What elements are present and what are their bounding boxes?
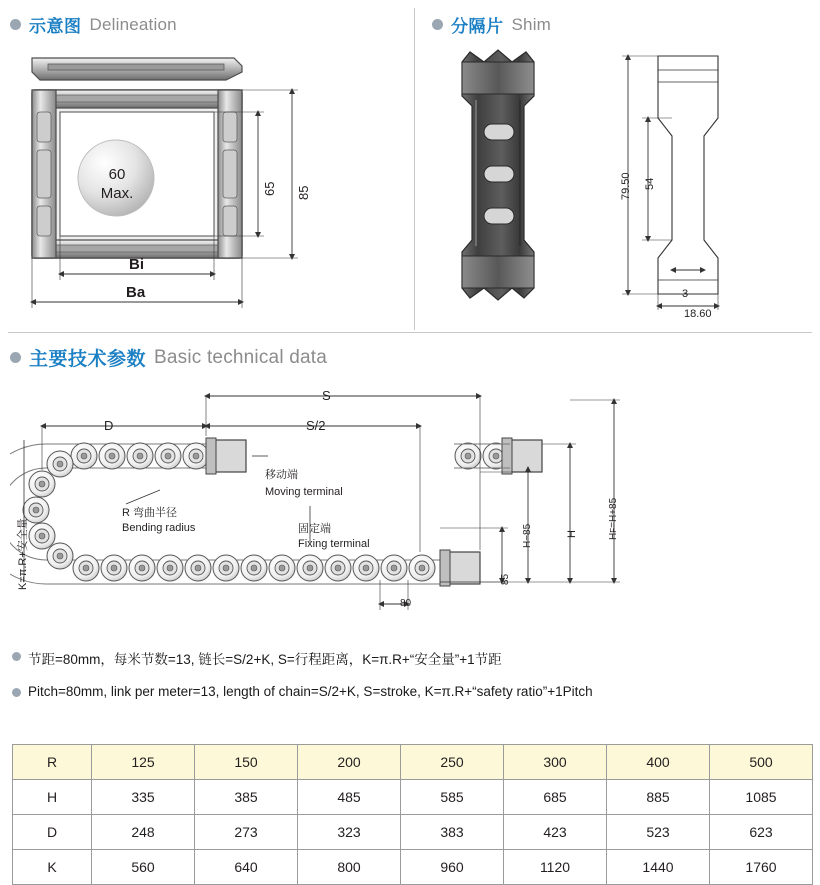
moving-terminal-en: Moving terminal [265,486,343,498]
table-cell: 248 [92,815,195,850]
dim-K-label: K=π.R+安全量 [17,518,29,590]
dim-HF-main: H [608,532,619,540]
dim-inner-height-label: 65 [262,181,277,196]
table-cell: 640 [195,850,298,885]
table-cell: 423 [504,815,607,850]
shim-total-height-label: 79.50 [620,172,632,200]
section-header-delineation [10,12,177,37]
bullet-icon [12,652,21,661]
row-label: R [13,745,92,780]
ball-label-value: 60 [108,166,126,183]
note-text: Pitch=80mm, link per meter=13, length of chain=S/2+K, S=stroke, K=π.R+“safety ratio”+1Pitch [28,684,593,699]
table-cell: 885 [607,780,710,815]
row-label: K [13,850,92,885]
fixing-terminal-cn: 固定端 [298,523,331,535]
table-cell: 960 [401,850,504,885]
table-cell: 300 [504,745,607,780]
table-row [13,780,813,815]
bullet-icon [12,688,21,697]
divider-vertical [414,8,415,330]
table-cell: 1760 [710,850,813,885]
bending-radius-cn: R 弯曲半径 [122,507,177,519]
note-text: 节距=80mm，每米节数=13, 链长=S/2+K, S=行程距离，K=π.R+“安全量”+1节距 [28,652,502,667]
dim-S-label: S [322,388,331,403]
table-cell: 585 [401,780,504,815]
dim-85-label: 85 [500,573,511,585]
dim-inner-width-label: Bi [129,256,144,273]
table-cell: 1440 [607,850,710,885]
section-title-en: Shim [511,14,552,34]
dim-HF-rest: =H+85 [608,497,619,528]
table-cell: 250 [401,745,504,780]
table-cell: 1120 [504,850,607,885]
row-label: D [13,815,92,850]
row-label: H [13,780,92,815]
section-title-cn: 示意图 [29,17,82,36]
bullet-icon [10,352,21,363]
table-cell: 385 [195,780,298,815]
table-cell: 1085 [710,780,813,815]
section-title-cn: 分隔片 [451,17,504,36]
shim-neck-width-label: 3 [682,288,689,300]
table-cell: 335 [92,780,195,815]
table-row [13,815,813,850]
table-cell: 523 [607,815,710,850]
bullet-icon [432,19,443,30]
note-en [12,684,593,699]
shim-perspective-drawing [440,44,570,314]
dim-H-minus-85-label: H−85 [522,523,533,548]
bending-radius-en: Bending radius [122,522,196,534]
dim-D-label: D [104,418,114,433]
table-cell: 200 [298,745,401,780]
dim-HF-label [608,498,619,540]
dim-outer-height-label: 85 [296,185,311,200]
fixing-terminal-en: Fixing terminal [298,538,370,550]
dim-S-half-label: S/2 [306,418,326,433]
table-cell: 560 [92,850,195,885]
table-cell: 400 [607,745,710,780]
delineation-drawing [20,46,340,316]
shim-base-width-label: 18.60 [684,308,712,320]
table-cell: 685 [504,780,607,815]
section-header-technical [10,344,327,371]
spec-table [12,744,813,885]
dim-outer-width-label: Ba [126,284,146,301]
table-cell: 150 [195,745,298,780]
divider-horizontal-top [8,332,812,333]
table-cell: 800 [298,850,401,885]
section-header-shim [432,12,551,37]
dim-80-label: 80 [400,598,412,609]
section-title-cn: 主要技术参数 [29,349,147,370]
section-title-en: Basic technical data [154,346,328,368]
shim-mid-height-label: 54 [644,177,656,190]
table-cell: 323 [298,815,401,850]
moving-terminal-cn: 移动端 [265,469,298,481]
table-cell: 125 [92,745,195,780]
bullet-icon [10,19,21,30]
dim-HF-subscript: F [609,527,618,533]
ball-label-max: Max. [100,185,134,202]
table-row [13,745,813,780]
table-cell: 383 [401,815,504,850]
table-cell: 623 [710,815,813,850]
note-cn [12,648,502,668]
table-cell: 500 [710,745,813,780]
table-row [13,850,813,885]
table-cell: 273 [195,815,298,850]
section-title-en: Delineation [89,14,177,34]
table-cell: 485 [298,780,401,815]
dim-H-label: H [566,530,578,538]
